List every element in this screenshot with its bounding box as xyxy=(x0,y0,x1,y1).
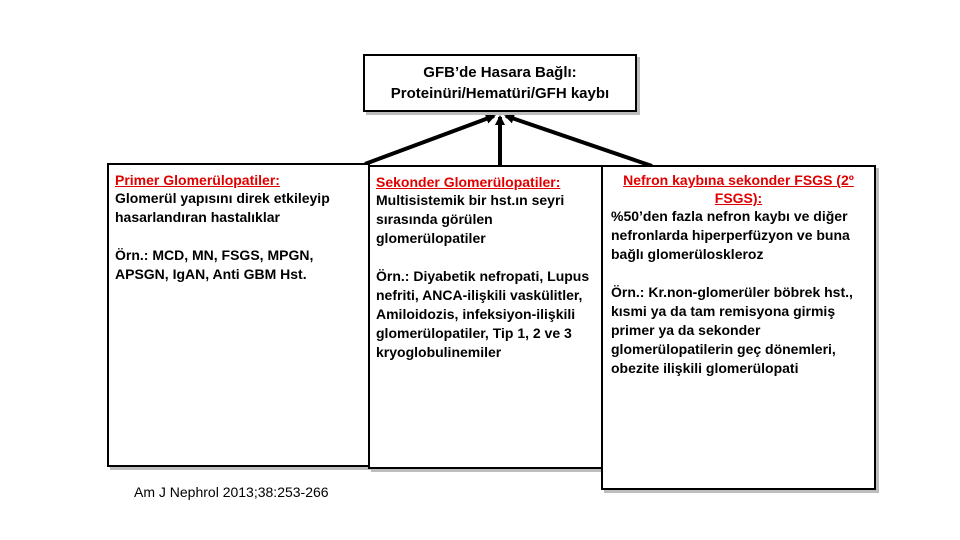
box-title: Primer Glomerülopatiler: xyxy=(115,172,280,188)
box-title: Nefron kaybına sekonder FSGS (2º FSGS): xyxy=(623,172,854,206)
top-box-line2: Proteinüri/Hematüri/GFH kaybı xyxy=(390,85,610,102)
box-description: Glomerül yapısını direk etkileyip hasarlandıran hastalıklar xyxy=(115,190,330,225)
top-box-line1: GFB’de Hasara Bağlı: xyxy=(423,64,577,81)
box-examples: Örn.: Kr.non-glomerüler böbrek hst., kısmi ya da tam remisyona girmiş primer ya da sekonder glomerülopatilerin geç dönemleri, obezite ilişkili glomerülopati xyxy=(611,284,853,376)
citation: Am J Nephrol 2013;38:253-266 xyxy=(134,484,329,500)
box-description: Multisistemik bir hst.ın seyri sırasında görülen glomerülopatiler xyxy=(376,192,565,246)
box-examples: Örn.: MCD, MN, FSGS, MPGN, APSGN, IgAN, Anti GBM Hst. xyxy=(115,247,314,282)
secondary-fsgs-box xyxy=(601,165,876,490)
box-description: %50’den fazla nefron kaybı ve diğer nefronlarda hiperperfüzyon ve buna bağlı glomerüloskleroz xyxy=(611,208,850,262)
arrow-primary-to-top xyxy=(365,116,494,164)
box-examples: Örn.: Diyabetik nefropati, Lupus nefriti, ANCA-ilişkili vaskülitler, Amiloidozis, infeksiyon-ilişkili glomerülopatiler, Tip 1, 2 ve 3 kryoglobulinemiler xyxy=(376,268,590,360)
box-title: Sekonder Glomerülopatiler: xyxy=(376,174,561,190)
primary-glomerulopathies-box xyxy=(107,163,370,467)
top-box xyxy=(363,54,637,112)
secondary-glomerulopathies-box xyxy=(368,165,604,469)
arrow-fsgs-to-top xyxy=(506,116,652,166)
